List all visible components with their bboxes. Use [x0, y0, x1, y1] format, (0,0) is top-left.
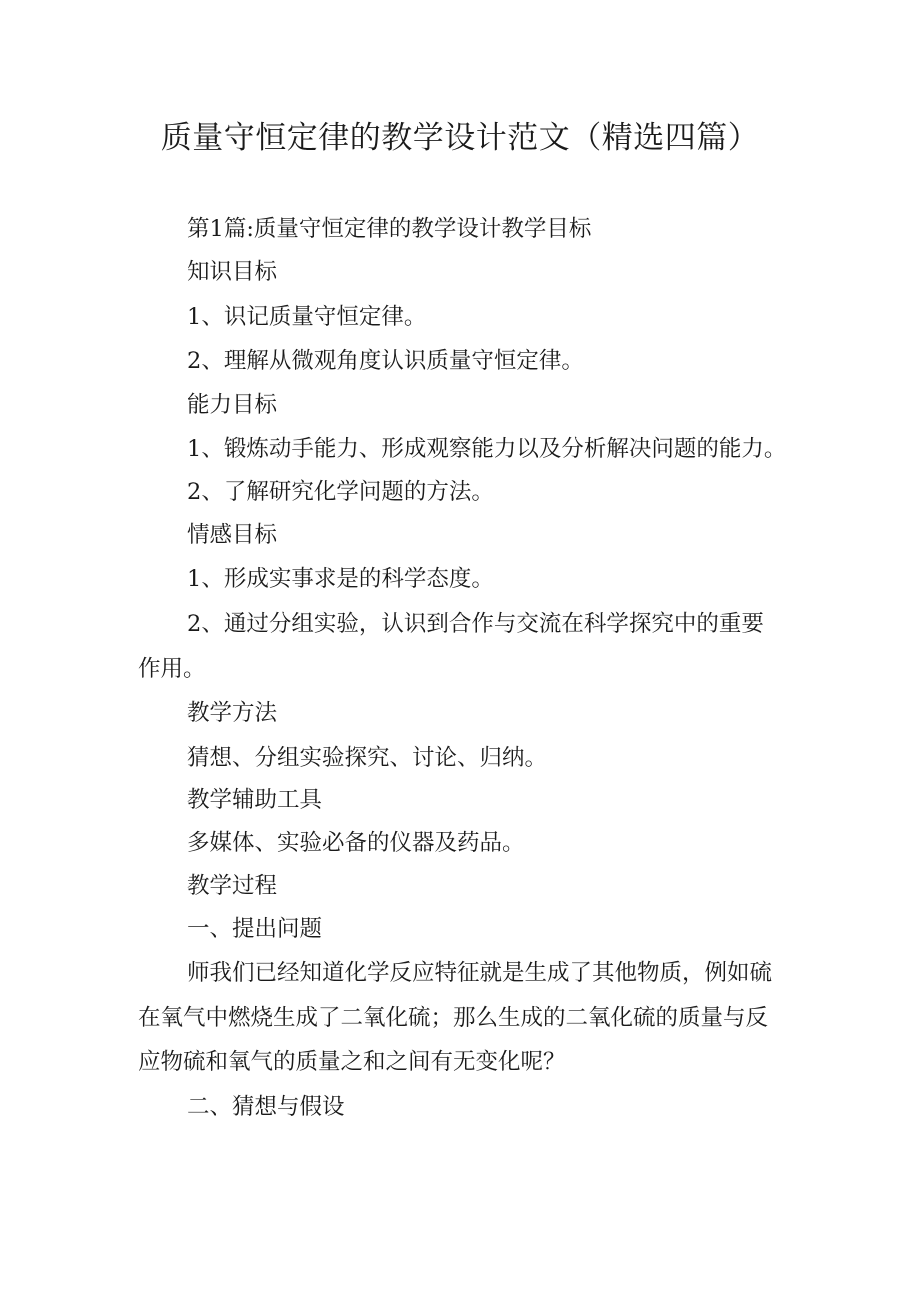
- paragraph-line: 师我们已经知道化学反应特征就是生成了其他物质，例如硫: [187, 960, 773, 986]
- list-item: 1、识记质量守恒定律。: [187, 304, 427, 330]
- paragraph-line: 多媒体、实验必备的仪器及药品。: [187, 830, 525, 856]
- subheading-teaching-tools: 教学辅助工具: [187, 787, 323, 813]
- subheading-teaching-process: 教学过程: [187, 873, 278, 899]
- document-title: 质量守恒定律的教学设计范文（精选四篇）: [160, 120, 760, 156]
- section-heading-part-1: 第1篇:质量守恒定律的教学设计教学目标: [187, 216, 592, 242]
- subheading-emotion-goals: 情感目标: [187, 522, 278, 548]
- list-item: 1、形成实事求是的科学态度。: [187, 566, 494, 592]
- list-item: 2、理解从微观角度认识质量守恒定律。: [187, 348, 584, 374]
- list-item: 2、了解研究化学问题的方法。: [187, 479, 494, 505]
- subheading-teaching-method: 教学方法: [187, 700, 278, 726]
- subheading-ability-goals: 能力目标: [187, 392, 278, 418]
- list-item: 1、锻炼动手能力、形成观察能力以及分析解决问题的能力。: [187, 436, 787, 462]
- step-heading: 一、提出问题: [187, 916, 323, 942]
- paragraph-line: 在氧气中燃烧生成了二氧化硫；那么生成的二氧化硫的质量与反: [138, 1005, 769, 1031]
- list-item: 2、通过分组实验，认识到合作与交流在科学探究中的重要: [187, 611, 764, 637]
- subheading-knowledge-goals: 知识目标: [187, 259, 278, 285]
- step-heading: 二、猜想与假设: [187, 1094, 345, 1120]
- paragraph-line: 应物硫和氧气的质量之和之间有无变化呢？: [138, 1049, 566, 1075]
- list-item-continuation: 作用。: [138, 656, 206, 682]
- paragraph-line: 猜想、分组实验探究、讨论、归纳。: [187, 745, 548, 771]
